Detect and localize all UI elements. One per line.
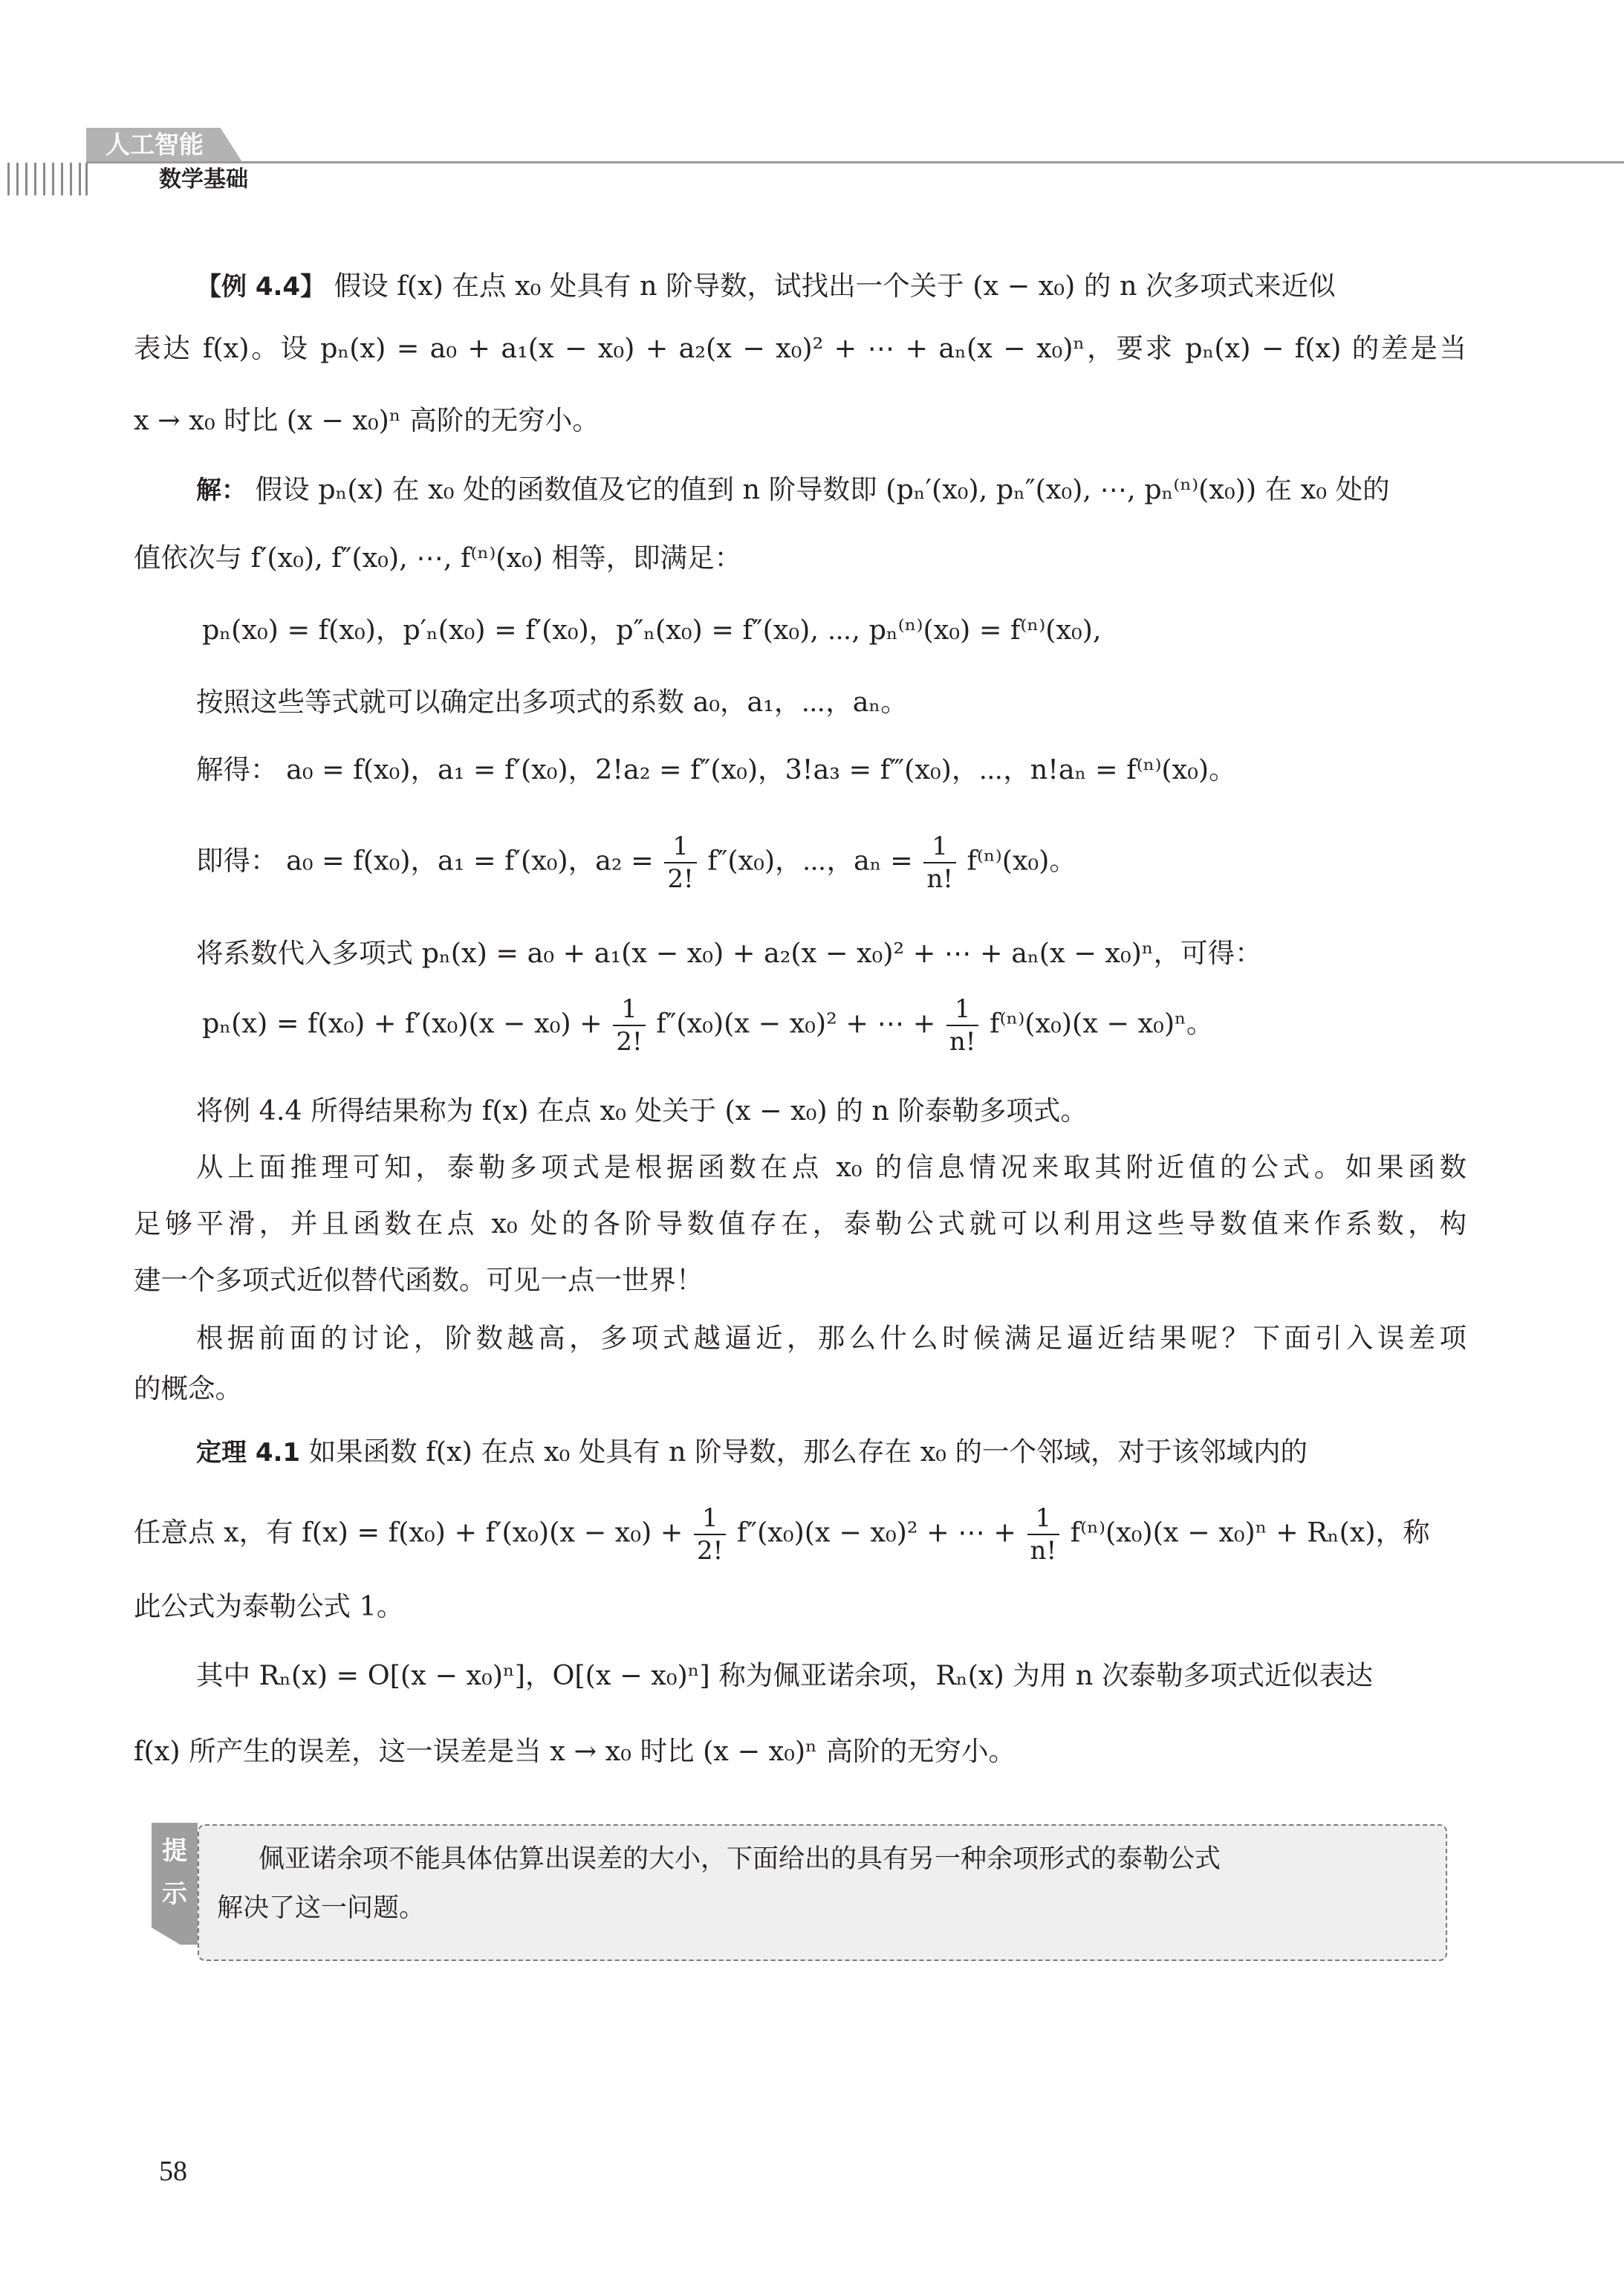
numerator: 1 — [694, 1503, 726, 1535]
numerator: 1 — [1027, 1503, 1060, 1535]
header-rule — [86, 161, 1624, 163]
remainder-line-2: f(x) 所产生的误差，这一误差是当 x → x₀ 时比 (x − x₀)ⁿ 高阶的无穷小。 — [134, 1735, 1016, 1767]
paragraph-2-line-2: 的概念。 — [134, 1372, 242, 1404]
taylor-polynomial-result — [202, 993, 1213, 1057]
page-number: 58 — [159, 2156, 187, 2187]
result-part-a: pₙ(x) = f(x₀) + f′(x₀)(x − x₀) + — [202, 1007, 602, 1040]
book-subtitle: 数学基础 — [159, 166, 248, 192]
tip-text-line-1: 佩亚诺余项不能具体估算出误差的大小，下面给出的具有另一种余项形式的泰勒公式 — [259, 1844, 1221, 1874]
thus-part-b: f″(x₀)，⋯，aₙ = — [707, 844, 913, 877]
theorem-line-3: 此公式为泰勒公式 1。 — [134, 1590, 404, 1622]
substitution-line: 将系数代入多项式 pₙ(x) = a₀ + a₁(x − x₀) + a₂(x − x₀)² + ⋯ + aₙ(x − x₀)ⁿ，可得： — [196, 937, 1262, 969]
theorem-text-1: 如果函数 f(x) 在点 x₀ 处具有 n 阶导数，那么存在 x₀ 的一个邻域，对于该邻域内的 — [308, 1436, 1308, 1468]
fraction-1-over-n-fact — [1027, 1503, 1060, 1566]
denominator: n! — [949, 1027, 976, 1057]
solution-line-3: 按照这些等式就可以确定出多项式的系数 a₀，a₁，⋯，aₙ。 — [196, 686, 908, 718]
theorem-part-a: 任意点 x，有 f(x) = f(x₀) + f′(x₀)(x − x₀) + — [134, 1516, 683, 1549]
remainder-line-1: 其中 Rₙ(x) = O[(x − x₀)ⁿ]，O[(x − x₀)ⁿ] 称为佩亚诺余项，Rₙ(x) 为用 n 次泰勒多项式近似表达 — [196, 1659, 1374, 1691]
fraction-1-over-n-fact — [946, 993, 979, 1057]
example-label: 【例 4.4】 — [196, 272, 326, 302]
denominator: 2! — [616, 1027, 643, 1057]
numerator: 1 — [946, 993, 979, 1026]
numerator: 1 — [923, 831, 956, 863]
denominator: n! — [926, 864, 953, 894]
paragraph-1-line-3: 建一个多项式近似替代函数。可见一点一世界！ — [134, 1264, 704, 1296]
fraction-1-over-2-fact — [613, 993, 645, 1057]
example-line-2: 表达 f(x)。设 pₙ(x) = a₀ + a₁(x − x₀) + a₂(x − x₀)² + ⋯ + aₙ(x − x₀)ⁿ，要求 pₙ(x) − f(x) 的差是当 — [134, 332, 1467, 364]
thus-line — [196, 831, 1076, 895]
solution-equation-1: pₙ(x₀) = f(x₀)，p′ₙ(x₀) = f′(x₀)，p″ₙ(x₀) = f″(x₀), ⋯, pₙ⁽ⁿ⁾(x₀) = f⁽ⁿ⁾(x₀), — [202, 614, 1102, 646]
tip-label-char-1: 提 — [162, 1836, 187, 1866]
theorem-line-1 — [196, 1430, 1308, 1474]
book-title: 人工智能 — [105, 130, 204, 159]
fraction-1-over-2-fact — [664, 831, 696, 895]
thus-part-c: f⁽ⁿ⁾(x₀)。 — [967, 844, 1076, 877]
solution-line-2: 值依次与 f′(x₀), f″(x₀), ⋯, f⁽ⁿ⁾(x₀) 相等，即满足： — [134, 542, 742, 574]
tip-label — [157, 1829, 192, 1916]
solved-label: 解得： — [196, 753, 278, 785]
numerator: 1 — [613, 993, 645, 1026]
tip-label-char-2: 示 — [162, 1879, 187, 1909]
thus-part-a: a₀ = f(x₀)，a₁ = f′(x₀)，a₂ = — [286, 844, 654, 877]
example-text-1: 假设 f(x) 在点 x₀ 处具有 n 阶导数，试找出一个关于 (x − x₀) 的 n 次多项式来近似 — [334, 270, 1336, 302]
paragraph-2-line-1: 根据前面的讨论，阶数越高，多项式越逼近，那么什么时候满足逼近结果呢？下面引入误差项 — [196, 1322, 1467, 1354]
theorem-part-b: f″(x₀)(x − x₀)² + ⋯ + — [736, 1516, 1016, 1549]
theorem-part-c: f⁽ⁿ⁾(x₀)(x − x₀)ⁿ + Rₙ(x)，称 — [1070, 1516, 1430, 1549]
example-line-1 — [196, 265, 1336, 308]
numerator: 1 — [664, 831, 696, 863]
solved-equation: a₀ = f(x₀)，a₁ = f′(x₀)，2!a₂ = f″(x₀)，3!a₃ = f‴(x₀)，⋯，n!aₙ = f⁽ⁿ⁾(x₀)。 — [286, 753, 1236, 785]
paragraph-1-line-2: 足够平滑，并且函数在点 x₀ 处的各阶导数值存在，泰勒公式就可以利用这些导数值来作系数，构 — [134, 1208, 1467, 1239]
denominator: n! — [1030, 1536, 1057, 1566]
theorem-line-2 — [134, 1503, 1430, 1566]
solution-text-1: 假设 pₙ(x) 在 x₀ 处的函数值及它的值到 n 阶导数即 (pₙ′(x₀), pₙ″(x₀), ⋯, pₙ⁽ⁿ⁾(x₀)) 在 x₀ 处的 — [255, 473, 1390, 505]
solution-label: 解： — [196, 476, 247, 505]
result-part-c: f⁽ⁿ⁾(x₀)(x − x₀)ⁿ。 — [990, 1007, 1214, 1040]
denominator: 2! — [667, 864, 694, 894]
solved-line — [196, 748, 1236, 791]
example-line-3: x → x₀ 时比 (x − x₀)ⁿ 高阶的无穷小。 — [134, 404, 600, 436]
naming-paragraph: 将例 4.4 所得结果称为 f(x) 在点 x₀ 处关于 (x − x₀) 的 n 阶泰勒多项式。 — [196, 1095, 1088, 1127]
fraction-1-over-2-fact — [694, 1503, 726, 1566]
solution-line-1 — [196, 468, 1390, 512]
denominator: 2! — [697, 1536, 724, 1566]
thus-label: 即得： — [196, 844, 278, 877]
header-barcode-decoration — [6, 163, 88, 195]
fraction-1-over-n-fact — [923, 831, 956, 895]
result-part-b: f″(x₀)(x − x₀)² + ⋯ + — [656, 1007, 936, 1040]
tip-text-line-2: 解决了这一问题。 — [217, 1893, 426, 1923]
paragraph-1-line-1: 从上面推理可知，泰勒多项式是根据函数在点 x₀ 的信息情况来取其附近值的公式。如果函数 — [196, 1151, 1467, 1183]
theorem-label: 定理 4.1 — [196, 1438, 301, 1468]
